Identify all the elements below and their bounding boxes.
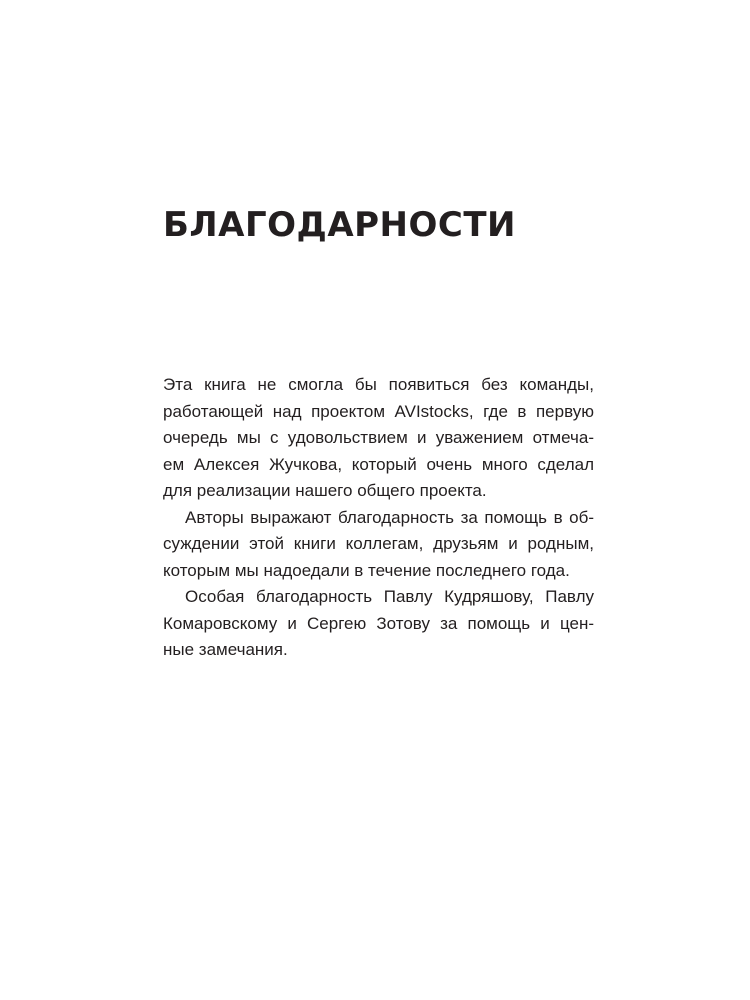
paragraph-line: ные замечания.: [163, 640, 288, 659]
paragraph-line: ем Алексея Жучкова, который очень много сделал: [163, 454, 594, 474]
paragraph-2: [163, 505, 594, 585]
acknowledgements-text: [163, 372, 594, 664]
paragraph-3: [163, 584, 594, 664]
paragraph-line: очередь мы с удовольствием и уважением отмеча-: [163, 428, 594, 447]
paragraph-line: для реализации нашего общего проекта.: [163, 481, 487, 500]
paragraph-line: Эта книга не смогла бы появиться без команды,: [163, 375, 594, 394]
paragraph-line: работающей над проектом AVIstocks, где в первую: [163, 401, 594, 421]
paragraph-line: суждении этой книги коллегам, друзьям и родным,: [163, 534, 594, 553]
paragraph-line: Комаровскому и Сергею Зотову за помощь и цен-: [163, 613, 594, 633]
paragraph-line: которым мы надоедали в течение последнего года.: [163, 560, 570, 580]
paragraph-line: Особая благодарность Павлу Кудряшову, Павлу: [185, 587, 594, 606]
paragraph-line: Авторы выражают благодарность за помощь в об-: [185, 507, 594, 527]
page-title: БЛАГОДАРНОСТИ: [163, 205, 517, 245]
paragraph-1: [163, 372, 594, 505]
